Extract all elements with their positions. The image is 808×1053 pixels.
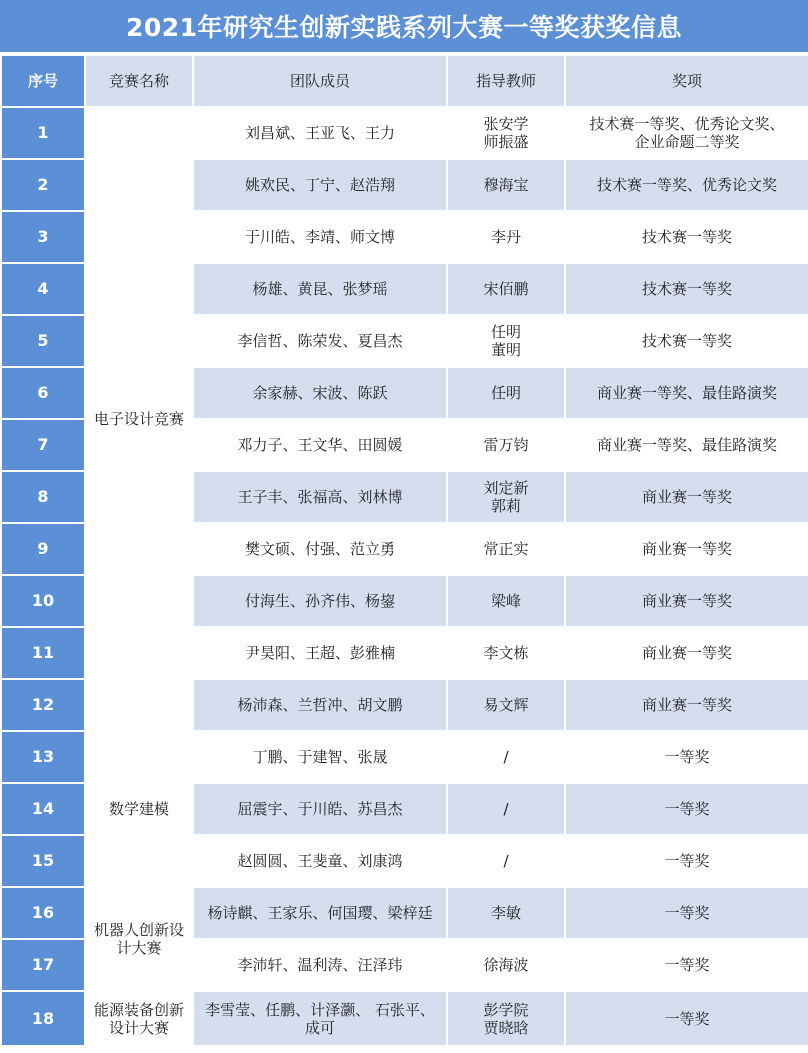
advisor: 梁峰 <box>447 575 565 627</box>
award: 商业赛一等奖 <box>565 627 808 679</box>
award: 商业赛一等奖 <box>565 523 808 575</box>
advisor: 常正实 <box>447 523 565 575</box>
row-index: 6 <box>1 367 85 419</box>
advisor: 徐海波 <box>447 939 565 991</box>
award: 商业赛一等奖 <box>565 471 808 523</box>
page-title: 2021年研究生创新实践系列大赛一等奖获奖信息 <box>0 0 808 54</box>
team-members: 付海生、孙齐伟、杨鋆 <box>193 575 447 627</box>
award: 一等奖 <box>565 887 808 939</box>
award: 商业赛一等奖、最佳路演奖 <box>565 419 808 471</box>
advisor: / <box>447 835 565 887</box>
row-index: 13 <box>1 731 85 783</box>
team-members: 刘昌斌、王亚飞、王力 <box>193 107 447 159</box>
advisor: 穆海宝 <box>447 159 565 211</box>
advisor: 任明 董明 <box>447 315 565 367</box>
row-index: 8 <box>1 471 85 523</box>
team-members: 屈震宇、于川皓、苏昌杰 <box>193 783 447 835</box>
row-index: 11 <box>1 627 85 679</box>
row-index: 2 <box>1 159 85 211</box>
team-members: 李雪莹、任鹏、计泽灏、 石张平、成可 <box>193 991 447 1046</box>
award: 商业赛一等奖、最佳路演奖 <box>565 367 808 419</box>
team-members: 樊文硕、付强、范立勇 <box>193 523 447 575</box>
row-index: 10 <box>1 575 85 627</box>
row-index: 3 <box>1 211 85 263</box>
row-index: 12 <box>1 679 85 731</box>
advisor: 刘定新 郭莉 <box>447 471 565 523</box>
row-index: 4 <box>1 263 85 315</box>
awards-table <box>0 54 808 1047</box>
team-members: 李信哲、陈荣发、夏昌杰 <box>193 315 447 367</box>
award: 技术赛一等奖 <box>565 263 808 315</box>
competition-name: 能源装备创新设计大赛 <box>85 991 193 1046</box>
row-index: 1 <box>1 107 85 159</box>
team-members: 姚欢民、丁宁、赵浩翔 <box>193 159 447 211</box>
header-index: 序号 <box>1 55 85 107</box>
header-award: 奖项 <box>565 55 808 107</box>
advisor: 张安学 师振盛 <box>447 107 565 159</box>
header-advisor: 指导教师 <box>447 55 565 107</box>
award: 一等奖 <box>565 835 808 887</box>
award: 商业赛一等奖 <box>565 679 808 731</box>
competition-name: 电子设计竞赛 <box>85 107 193 731</box>
award: 技术赛一等奖 <box>565 315 808 367</box>
advisor: 李敏 <box>447 887 565 939</box>
advisor: / <box>447 783 565 835</box>
team-members: 杨雄、黄昆、张梦瑶 <box>193 263 447 315</box>
row-index: 17 <box>1 939 85 991</box>
advisor: 雷万钧 <box>447 419 565 471</box>
award: 技术赛一等奖、优秀论文奖 <box>565 159 808 211</box>
row-index: 15 <box>1 835 85 887</box>
row-index: 18 <box>1 991 85 1046</box>
advisor: 彭学院 贾晓晗 <box>447 991 565 1046</box>
award: 技术赛一等奖 <box>565 211 808 263</box>
team-members: 丁鹏、于建智、张晟 <box>193 731 447 783</box>
advisor: 宋佰鹏 <box>447 263 565 315</box>
row-index: 14 <box>1 783 85 835</box>
advisor: 任明 <box>447 367 565 419</box>
competition-name: 机器人创新设计大赛 <box>85 887 193 991</box>
row-index: 7 <box>1 419 85 471</box>
header-members: 团队成员 <box>193 55 447 107</box>
competition-name: 数学建模 <box>85 731 193 887</box>
award: 商业赛一等奖 <box>565 575 808 627</box>
table-row <box>1 107 808 159</box>
team-members: 赵圆圆、王斐童、刘康鸿 <box>193 835 447 887</box>
advisor: 易文辉 <box>447 679 565 731</box>
award: 技术赛一等奖、优秀论文奖、 企业命题二等奖 <box>565 107 808 159</box>
team-members: 于川皓、李靖、师文博 <box>193 211 447 263</box>
row-index: 16 <box>1 887 85 939</box>
advisor: / <box>447 731 565 783</box>
team-members: 尹昊阳、王超、彭雅楠 <box>193 627 447 679</box>
table-row <box>1 887 808 939</box>
advisor: 李丹 <box>447 211 565 263</box>
team-members: 王子丰、张福高、刘林博 <box>193 471 447 523</box>
team-members: 余家赫、宋波、陈跃 <box>193 367 447 419</box>
team-members: 杨诗麒、王家乐、何国璎、梁梓廷 <box>193 887 447 939</box>
row-index: 9 <box>1 523 85 575</box>
award: 一等奖 <box>565 731 808 783</box>
award: 一等奖 <box>565 991 808 1046</box>
team-members: 杨沛森、兰哲冲、胡文鹏 <box>193 679 447 731</box>
table-row <box>1 731 808 783</box>
award: 一等奖 <box>565 939 808 991</box>
advisor: 李文栋 <box>447 627 565 679</box>
header-row <box>1 55 808 107</box>
row-index: 5 <box>1 315 85 367</box>
table-row <box>1 991 808 1046</box>
award: 一等奖 <box>565 783 808 835</box>
team-members: 李沛轩、温利涛、汪泽玮 <box>193 939 447 991</box>
team-members: 邓力子、王文华、田圆媛 <box>193 419 447 471</box>
header-competition: 竞赛名称 <box>85 55 193 107</box>
